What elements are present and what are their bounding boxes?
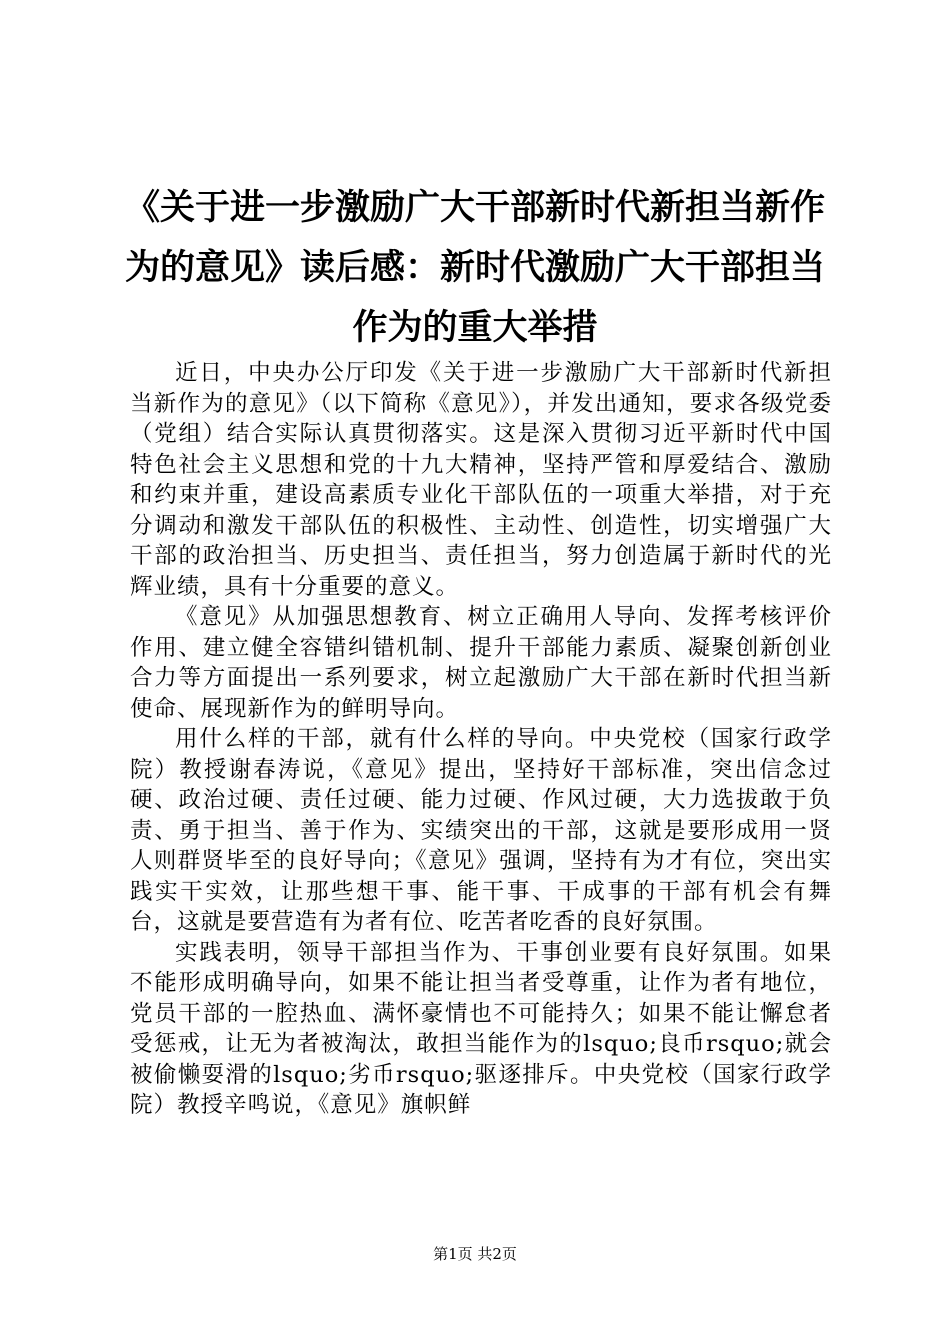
paragraph-1: 近日，中央办公厅印发《关于进一步激励广大干部新时代新担当新作为的意见》（以下简称《意见》），并发出通知，要求各级党委（党组）结合实际认真贯彻落实。这是深入贯彻习近平新时代中国特色社会主义思想和党的十九大精神，坚持严管和厚爱结合、激励和约束并重，建设高素质专业化干部队伍的一项重大举措，对于充分调动和激发干部队伍的积极性、主动性、创造性，切实增强广大干部的政治担当、历史担当、责任担当，努力创造属于新时代的光辉业绩，具有十分重要的意义。 — [130, 360, 832, 600]
paragraph-4: 实践表明，领导干部担当作为、干事创业要有良好氛围。如果不能形成明确导向，如果不能让担当者受尊重，让作为者有地位，党员干部的一腔热血、满怀豪情也不可能持久；如果不能让懈怠者受惩戒，让无为者被淘汰，敢担当能作为的lsquo;良币rsquo;就会被偷懒耍滑的lsquo;劣币rsquo;驱逐排斥。中央党校（国家行政学院）教授辛鸣说，《意见》旗帜鲜 — [130, 939, 832, 1118]
paragraph-3: 用什么样的干部，就有什么样的导向。中央党校（国家行政学院）教授谢春涛说，《意见》提出，坚持好干部标准，突出信念过硬、政治过硬、责任过硬、能力过硬、作风过硬，大力选拔敢于负责、勇于担当、善于作为、实绩突出的干部，这就是要形成用一贤人则群贤毕至的良好导向；《意见》强调，坚持有为才有位，突出实践实干实效，让那些想干事、能干事、干成事的干部有机会有舞台，这就是要营造有为者有位、吃苦者吃香的良好氛围。 — [130, 726, 832, 935]
document-body — [130, 358, 832, 1121]
document-title: 《关于进一步激励广大干部新时代新担当新作为的意见》读后感：新时代激励广大干部担当作为的重大举措 — [124, 188, 825, 348]
paragraph-2: 《意见》从加强思想教育、树立正确用人导向、发挥考核评价作用、建立健全容错纠错机制、提升干部能力素质、凝聚创新创业合力等方面提出一系列要求，树立起激励广大干部在新时代担当新使命、展现新作为的鲜明导向。 — [130, 604, 832, 722]
page-footer: 第1页 共2页 — [433, 1245, 517, 1263]
